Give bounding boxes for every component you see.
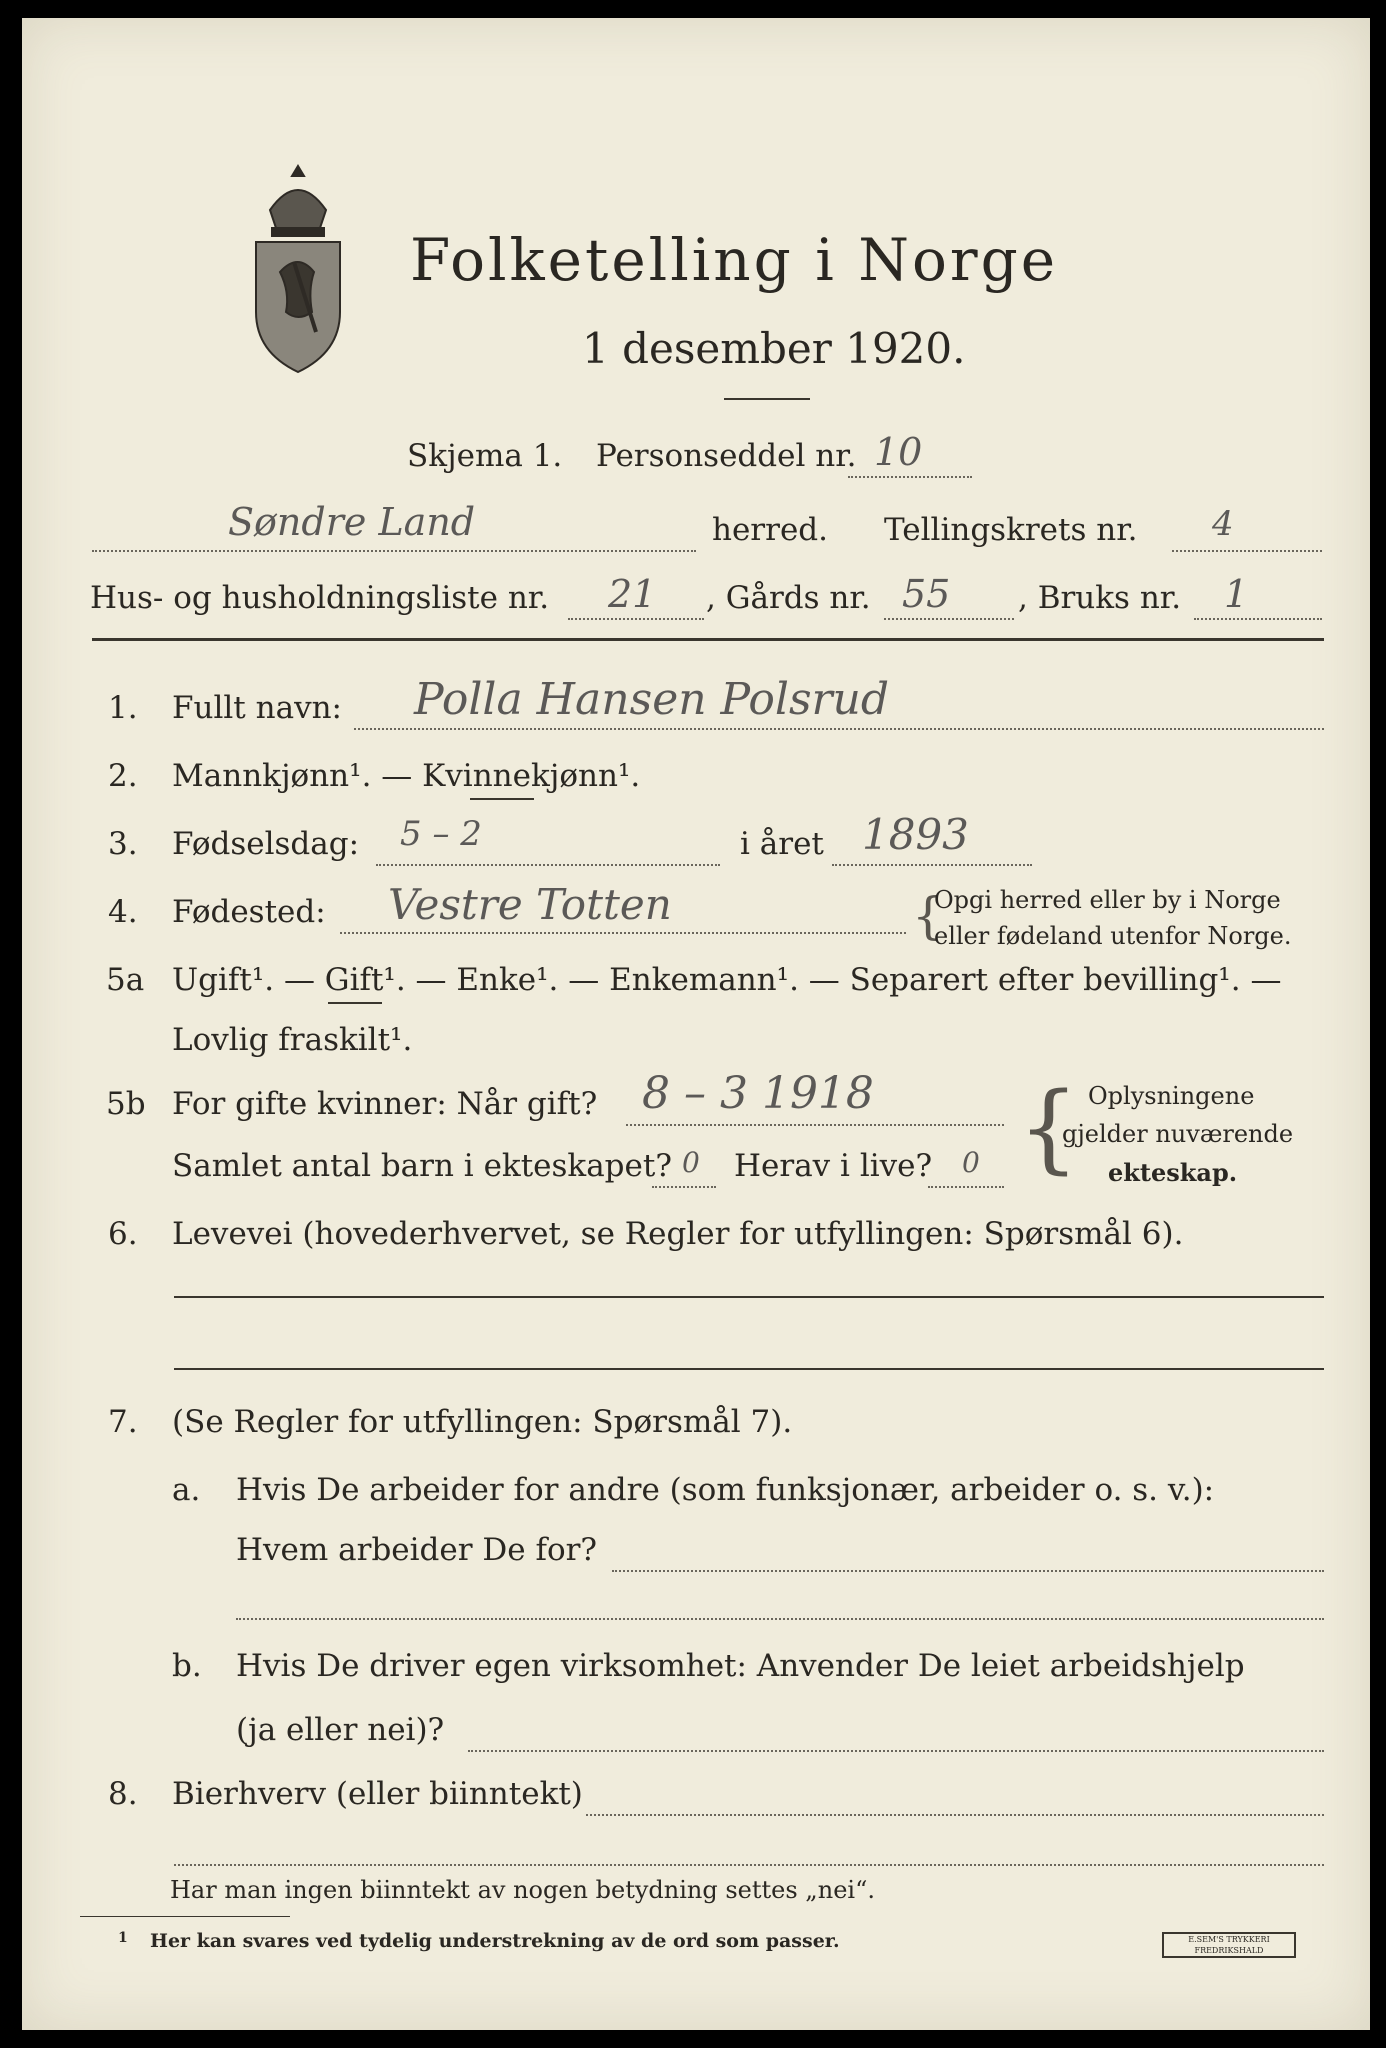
q7a-line1: Hvis De arbeider for andre (som funksjonær, arbeider o. s. v.): bbox=[236, 1472, 1215, 1508]
q1-number: 1. bbox=[108, 690, 138, 726]
employer-field-line bbox=[612, 1570, 1324, 1572]
birthday-value: 5 – 2 bbox=[400, 814, 482, 854]
birthday-field-line bbox=[376, 864, 720, 866]
q5a-status-options: Ugift¹. — Gift¹. — Enke¹. — Enkemann¹. — Separert efter bevilling¹. — bbox=[172, 962, 1282, 998]
personseddel-label: Personseddel nr. bbox=[596, 438, 857, 474]
children-field-line bbox=[652, 1186, 716, 1188]
census-form-page bbox=[22, 18, 1370, 2030]
q5b-number: 5b bbox=[106, 1086, 146, 1122]
birth-year-field-line bbox=[832, 864, 1032, 866]
gards-value: 55 bbox=[902, 572, 951, 616]
q5b-label: For gifte kvinner: Når gift? bbox=[172, 1086, 598, 1122]
living-field-line bbox=[928, 1186, 1004, 1188]
living-label: Herav i live? bbox=[734, 1148, 933, 1184]
bruks-field-line bbox=[1194, 618, 1322, 620]
q7b-line2: (ja eller nei)? bbox=[236, 1712, 445, 1748]
herred-value: Søndre Land bbox=[228, 500, 476, 544]
hus-field-line bbox=[568, 618, 704, 620]
q5a-selection-underline bbox=[328, 1002, 382, 1004]
employer-field-line-2 bbox=[236, 1618, 1324, 1620]
q8-number: 8. bbox=[108, 1776, 138, 1812]
q2-number: 2. bbox=[108, 758, 138, 794]
bruks-label: , Bruks nr. bbox=[1018, 580, 1182, 616]
occupation-field-line-1 bbox=[174, 1296, 1324, 1298]
q8-label: Bierhverv (eller biinntekt) bbox=[172, 1776, 583, 1812]
marriage-date-field-line bbox=[626, 1124, 1004, 1126]
children-value: 0 bbox=[682, 1146, 700, 1179]
q7b-letter: b. bbox=[172, 1648, 202, 1684]
gards-label: , Gårds nr. bbox=[706, 580, 871, 616]
hired-help-field-line bbox=[468, 1750, 1324, 1752]
q6-number: 6. bbox=[108, 1216, 138, 1252]
q4-label: Fødested: bbox=[172, 894, 326, 930]
q7-number: 7. bbox=[108, 1404, 138, 1440]
birthplace-field-line bbox=[340, 932, 906, 934]
q3-label: Fødselsdag: bbox=[172, 826, 360, 862]
q4-brace: { bbox=[912, 887, 944, 945]
q7-label: (Se Regler for utfyllingen: Spørsmål 7). bbox=[172, 1404, 793, 1440]
q7a-letter: a. bbox=[172, 1472, 201, 1508]
footnote-divider bbox=[80, 1916, 290, 1917]
occupation-field-line-2 bbox=[174, 1368, 1324, 1370]
hus-label: Hus- og husholdningsliste nr. bbox=[90, 580, 550, 616]
q2-selection-underline bbox=[470, 798, 534, 800]
birthplace-value: Vestre Totten bbox=[388, 880, 672, 929]
printer-stamp: E.SEM'S TRYKKERI FREDRIKSHALD bbox=[1162, 1932, 1296, 1958]
footnote-text: Her kan svares ved tydelig understrekning av de ord som passer. bbox=[150, 1930, 840, 1952]
skjema-label: Skjema 1. bbox=[407, 438, 563, 474]
q6-label: Levevei (hovederhvervet, se Regler for utfyllingen: Spørsmål 6). bbox=[172, 1216, 1184, 1252]
children-label: Samlet antal barn i ekteskapet? bbox=[172, 1148, 672, 1184]
footnote-mark: 1 bbox=[118, 1930, 128, 1946]
q5a-status-options-cont: Lovlig fraskilt¹. bbox=[172, 1022, 413, 1058]
title-divider bbox=[724, 398, 810, 400]
bruks-value: 1 bbox=[1224, 572, 1249, 616]
q2-gender-options: Mannkjønn¹. — Kvinnekjønn¹. bbox=[172, 758, 641, 794]
norway-coat-of-arms-icon bbox=[250, 162, 346, 378]
tellingskrets-value: 4 bbox=[1212, 504, 1234, 544]
q3-number: 3. bbox=[108, 826, 138, 862]
birth-year-value: 1893 bbox=[862, 810, 969, 859]
marriage-date-value: 8 – 3 1918 bbox=[642, 1068, 874, 1119]
header-separator bbox=[92, 638, 1324, 641]
q1-label: Fullt navn: bbox=[172, 690, 342, 726]
q4-number: 4. bbox=[108, 894, 138, 930]
footer-note: Har man ingen biinntekt av nogen betydning settes „nei“. bbox=[170, 1876, 875, 1904]
q5b-note-line2: gjelder nuværende bbox=[1062, 1120, 1294, 1148]
side-income-field-line bbox=[586, 1814, 1324, 1816]
side-income-field-line-2 bbox=[174, 1864, 1324, 1866]
full-name-field-line bbox=[354, 728, 1324, 730]
q4-note-line1: Opgi herred eller by i Norge bbox=[934, 886, 1281, 914]
q5b-note-line1: Oplysningene bbox=[1088, 1082, 1255, 1110]
personseddel-value: 10 bbox=[874, 430, 923, 474]
tellingskrets-label: Tellingskrets nr. bbox=[884, 512, 1138, 548]
q5b-brace: { bbox=[1018, 1072, 1080, 1184]
herred-field-line bbox=[92, 550, 696, 552]
form-title: Folketelling i Norge bbox=[410, 226, 1059, 294]
q5b-note-line3: ekteskap. bbox=[1108, 1158, 1238, 1187]
census-date: 1 desember 1920. bbox=[582, 324, 966, 373]
hus-value: 21 bbox=[608, 572, 657, 616]
q7b-line1: Hvis De driver egen virksomhet: Anvender De leiet arbeidshjelp bbox=[236, 1648, 1245, 1684]
gards-field-line bbox=[884, 618, 1014, 620]
q5a-number: 5a bbox=[106, 962, 145, 998]
full-name-value: Polla Hansen Polsrud bbox=[414, 674, 890, 725]
year-label: i året bbox=[740, 826, 824, 862]
q4-note-line2: eller fødeland utenfor Norge. bbox=[934, 922, 1292, 950]
q7a-line2: Hvem arbeider De for? bbox=[236, 1532, 598, 1568]
tellingskrets-field-line bbox=[1172, 550, 1322, 552]
personseddel-field-line bbox=[848, 476, 972, 478]
herred-label: herred. bbox=[712, 512, 828, 548]
living-value: 0 bbox=[962, 1146, 980, 1179]
